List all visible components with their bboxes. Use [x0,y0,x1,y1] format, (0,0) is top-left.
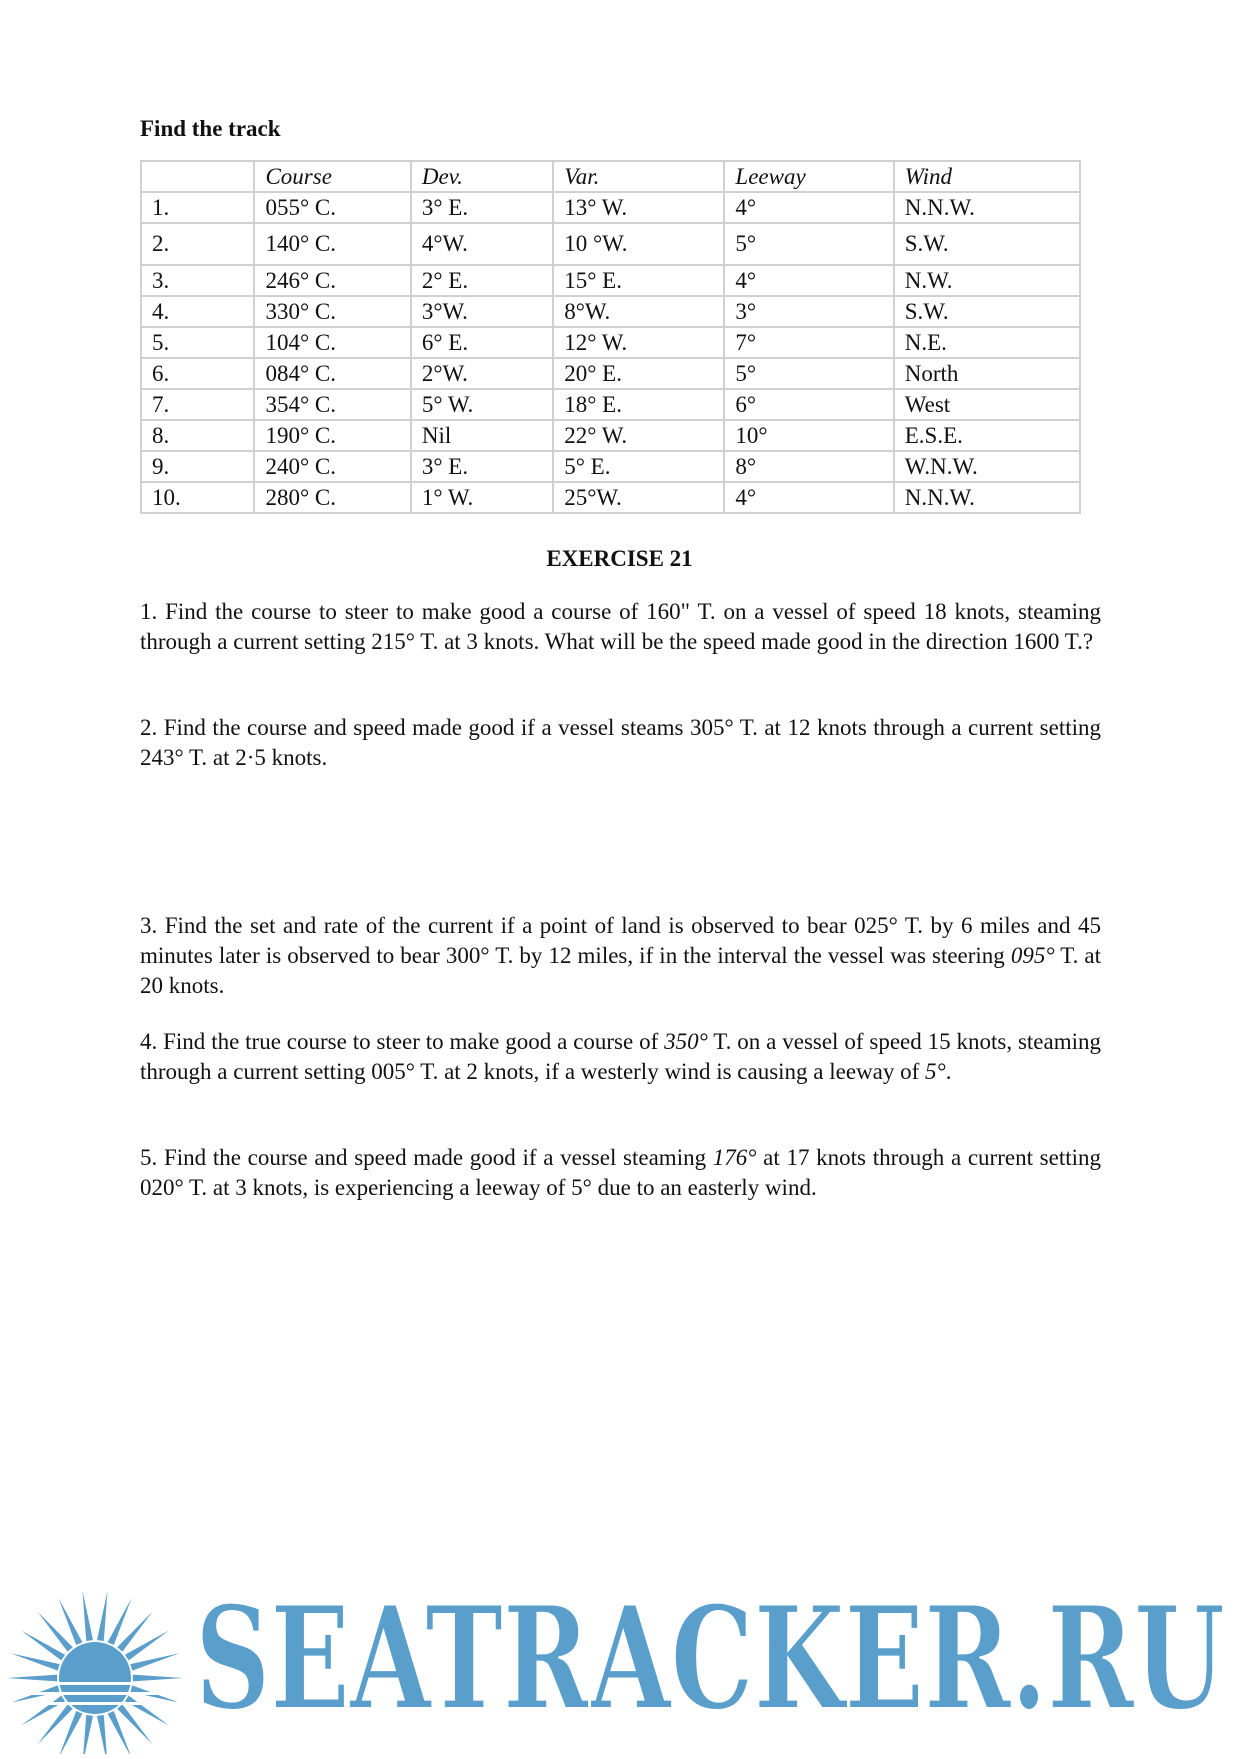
row-leeway: 4° [725,483,892,512]
question-5-italic: 176° [712,1145,757,1170]
table-row [142,359,1079,388]
row-dev: 6° E. [412,328,552,357]
row-leeway: 10° [725,421,892,450]
row-leeway: 5° [725,224,892,264]
table-row [142,266,1079,295]
row-index: 10. [142,483,253,512]
sun-icon [0,1591,190,1754]
table-row [142,452,1079,481]
header-course: Course [255,162,409,191]
row-var: 20° E. [554,359,723,388]
watermark-svg [0,1570,1239,1754]
row-leeway: 4° [725,266,892,295]
row-leeway: 3° [725,297,892,326]
watermark-text: SEATRACKER.RU [195,1576,1225,1742]
row-dev: 2° E. [412,266,552,295]
row-var: 25°W. [554,483,723,512]
row-index: 3. [142,266,253,295]
row-course: 330° C. [255,297,409,326]
header-wind: Wind [895,162,1079,191]
question-1: 1. Find the course to steer to make good a course of 160" T. on a vessel of speed 18 knots, steaming through a current setting 215° T. at 3 knots. What will be the speed made good in the direction 1600 T.? [140,599,1101,654]
exercise-title: EXERCISE 21 [546,546,693,571]
question-4 [140,1027,1101,1087]
row-var: 10 °W. [554,224,723,264]
question-4-text-end: . [945,1059,952,1084]
question-5 [140,1143,1101,1203]
row-course: 084° C. [255,359,409,388]
question-3-text: 3. Find the set and rate of the current if a point of land is observed to bear 025° T. by 6 miles and 45 minutes later is observed to bear 300° T. by 12 miles, if in the interval the vessel was steering [140,913,1101,968]
row-dev: 3°W. [412,297,552,326]
row-var: 13° W. [554,193,723,222]
row-wind: N.N.W. [895,193,1079,222]
question-3-text-end: T. at 20 knots. [140,943,1101,998]
row-index: 5. [142,328,253,357]
row-course: 190° C. [255,421,409,450]
row-index: 9. [142,452,253,481]
table-row [142,421,1079,450]
row-leeway: 6° [725,390,892,419]
question-4-italic: 350° [664,1029,708,1054]
row-leeway: 4° [725,193,892,222]
row-course: 104° C. [255,328,409,357]
row-dev: 1° W. [412,483,552,512]
question-3-italic: 095° [1010,943,1055,968]
row-index: 4. [142,297,253,326]
table-row [142,483,1079,512]
header-dev: Dev. [412,162,552,191]
row-index: 1. [142,193,253,222]
section-heading: Find the track [140,116,281,141]
row-dev: 2°W. [412,359,552,388]
row-course: 354° C. [255,390,409,419]
row-leeway: 8° [725,452,892,481]
row-wind: S.W. [895,224,1079,264]
row-dev: 4°W. [412,224,552,264]
question-4-text: 4. Find the true course to steer to make good a course of [140,1029,665,1054]
question-4-text-mid: T. on a vessel of speed 15 knots, steaming through a current setting 005° T. at 2 knots, if a westerly wind is causing a leeway of [140,1029,1102,1084]
row-dev: 5° W. [412,390,552,419]
row-wind: N.N.W. [895,483,1079,512]
question-5-text: 5. Find the course and speed made good if a vessel steaming [140,1145,713,1170]
row-wind: N.W. [895,266,1079,295]
row-var: 5° E. [554,452,723,481]
row-course: 055° C. [255,193,409,222]
row-course: 246° C. [255,266,409,295]
row-course: 240° C. [255,452,409,481]
row-wind: North [895,359,1079,388]
track-table [140,160,1081,514]
row-var: 18° E. [554,390,723,419]
row-var: 15° E. [554,266,723,295]
row-var: 8°W. [554,297,723,326]
row-index: 6. [142,359,253,388]
row-dev: 3° E. [412,452,552,481]
row-dev: 3° E. [412,193,552,222]
question-4-italic-2: 5° [925,1059,946,1084]
table-row [142,224,1079,264]
question-3 [140,911,1101,1001]
row-var: 22° W. [554,421,723,450]
table-row [142,390,1079,419]
row-wind: W.N.W. [895,452,1079,481]
row-wind: N.E. [895,328,1079,357]
row-wind: West [895,390,1079,419]
header-var: Var. [554,162,723,191]
row-leeway: 5° [725,359,892,388]
header-index [142,162,253,191]
row-wind: E.S.E. [895,421,1079,450]
row-course: 280° C. [255,483,409,512]
table-header-row [142,162,1079,191]
row-index: 2. [142,224,253,264]
row-dev: Nil [412,421,552,450]
table-row [142,328,1079,357]
watermark-logo [0,1570,1239,1754]
header-leeway: Leeway [725,162,892,191]
table-row [142,297,1079,326]
row-var: 12° W. [554,328,723,357]
row-index: 8. [142,421,253,450]
row-index: 7. [142,390,253,419]
table-row [142,193,1079,222]
question-2: 2. Find the course and speed made good if a vessel steams 305° T. at 12 knots through a current setting 243° T. at 2·5 knots. [140,715,1101,770]
question-5-text-end: at 17 knots through a current setting 020° T. at 3 knots, is experiencing a leeway of 5° due to an easterly wind. [140,1145,1101,1200]
row-leeway: 7° [725,328,892,357]
row-course: 140° C. [255,224,409,264]
row-wind: S.W. [895,297,1079,326]
